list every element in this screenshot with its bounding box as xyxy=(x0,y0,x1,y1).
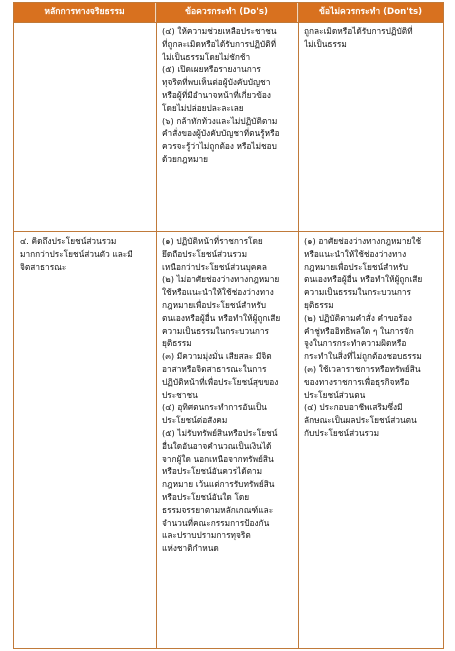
donts-text-line: (๓) ใช้เวลาราชการหรือทรัพย์สิน xyxy=(304,363,421,374)
dos-text-line: ควรจะรู้ว่าไม่ถูกต้อง หรือไม่ชอบ xyxy=(162,141,277,152)
dos-text-line: ยุติธรรม xyxy=(162,338,192,349)
row1-dos-cell xyxy=(162,25,296,166)
table-header xyxy=(14,3,443,22)
dos-text-line: แห่งชาติกำหนด xyxy=(162,543,219,554)
donts-text-line: (๑) อาศัยช่องว่างทางกฎหมายใช้ xyxy=(304,236,422,246)
dos-text-line: ยึดถือประโยชน์ส่วนรวม xyxy=(162,248,248,259)
row2-donts-cell xyxy=(304,235,441,440)
row-divider xyxy=(14,231,443,232)
dos-text-line: ประชาชน xyxy=(162,389,198,400)
ethics-table xyxy=(13,2,444,649)
donts-text-line: ประโยชน์ส่วนตน xyxy=(304,389,366,400)
dos-text-line: (๓) มีความมุ่งมั่น เสียสละ มีจิต xyxy=(162,351,272,362)
donts-text-line: (๒) ปฏิบัติตามคำสั่ง คำขอร้อง xyxy=(304,312,412,323)
dos-text-line: อาสาหรือจิตสาธารณะในการ xyxy=(162,363,267,374)
header-donts: ข้อไม่ควรกระทำ (Don'ts) xyxy=(319,7,422,17)
donts-text-line: ยุติธรรม xyxy=(304,299,334,310)
row2-dos-cell xyxy=(162,235,296,555)
dos-text-line: ที่ถูกละเมิดหรือได้รับการปฏิบัติที่ xyxy=(162,38,277,49)
dos-text-line: กฎหมาย เว้นแต่การรับทรัพย์สิน xyxy=(162,479,275,490)
donts-text-line: ไม่เป็นธรรม xyxy=(304,38,347,49)
donts-text-line: กระทำในสิ่งที่ไม่ถูกต้องชอบธรรม xyxy=(304,351,422,362)
donts-text-line: ความเป็นธรรมในกระบวนการ xyxy=(304,287,411,298)
column-divider-2 xyxy=(298,3,299,648)
dos-text-line: ไม่เป็นธรรมโดยไม่ชักช้า xyxy=(162,51,251,62)
dos-text-line: เหนือกว่าประโยชน์ส่วนบุคคล xyxy=(162,261,267,272)
dos-text-line: โดยไม่ปล่อยปละละเลย xyxy=(162,102,244,113)
donts-text-line: หรือแนะนำให้ใช้ช่องว่างทาง xyxy=(304,248,407,259)
header-divider xyxy=(14,22,443,23)
donts-text-line: ถูกละเมิดหรือได้รับการปฏิบัติที่ xyxy=(304,26,413,36)
dos-text-line: ทุจริตที่พบเห็นต่อผู้บังคับบัญชา xyxy=(162,77,271,88)
donts-text-line: กฎหมายเพื่อประโยชน์สำหรับ xyxy=(304,261,409,272)
dos-text-line: ธรรมจรรยาตามหลักเกณฑ์และ xyxy=(162,504,274,515)
dos-text-line: ด้วยกฎหมาย xyxy=(162,153,208,164)
dos-text-line: จำนวนที่คณะกรรมการป้องกัน xyxy=(162,517,270,528)
donts-text-line: (๔) ประกอบอาชีพเสริมซึ่งมี xyxy=(304,402,403,413)
dos-text-line: คำสั่งของผู้บังคับบัญชาที่ตนรู้หรือ xyxy=(162,128,280,139)
header-dos: ข้อควรกระทำ (Do's) xyxy=(156,3,298,22)
dos-text-line: (๔) อุทิศตนกระทำการอันเป็น xyxy=(162,402,267,413)
dos-text-line: (๑) ปฏิบัติหน้าที่ราชการโดย xyxy=(162,236,263,246)
header-principle: หลักการทางจริยธรรม xyxy=(14,3,156,22)
donts-text-line: ตนเองหรือผู้อื่น หรือทำให้ผู้ถูกเสีย xyxy=(304,274,423,285)
dos-text-line: (๔) ให้ความช่วยเหลือประชาชน xyxy=(162,26,277,36)
dos-text-line: (๖) กล้าทักท้วงและไม่ปฏิบัติตาม xyxy=(162,115,278,126)
dos-text-line: (๕) เปิดเผยหรือรายงานการ xyxy=(162,64,261,75)
dos-text-line: หรือผู้ที่มีอำนาจหน้าที่เกี่ยวข้อง xyxy=(162,89,271,100)
dos-text-line: (๕) ไม่รับทรัพย์สินหรือประโยชน์ xyxy=(162,427,278,438)
dos-text-line: (๒) ไม่อาศัยช่องว่างทางกฎหมาย xyxy=(162,274,280,285)
row2-principle-cell xyxy=(20,235,153,273)
dos-text-line: ความเป็นธรรมในกระบวนการ xyxy=(162,325,269,336)
principle-text-line: ๔. คิดถึงประโยชน์ส่วนรวม xyxy=(20,236,117,246)
dos-text-line: และปราบปรามการทุจริต xyxy=(162,530,251,541)
dos-text-line: อื่นใดอันอาจคำนวณเป็นเงินได้ xyxy=(162,440,272,451)
donts-text-line: จูงในการกระทำความผิดหรือ xyxy=(304,338,407,349)
row1-donts-cell xyxy=(304,25,441,51)
principle-text-line: มากกว่าประโยชน์ส่วนตัว และมี xyxy=(20,248,133,259)
donts-text-line: กับประโยชน์ส่วนรวม xyxy=(304,427,380,438)
principle-text-line: จิตสาธารณะ xyxy=(20,261,67,272)
dos-text-line: ปฏิบัติหน้าที่เพื่อประโยชน์สุขของ xyxy=(162,376,279,387)
donts-text-line: ลักษณะเป็นผลประโยชน์ส่วนตน xyxy=(304,415,417,426)
donts-text-line: คำชู่หรืออิทธิพลใด ๆ ในการจัก xyxy=(304,325,414,336)
dos-text-line: จากผู้ใด นอกเหนือจากทรัพย์สิน xyxy=(162,453,274,464)
dos-text-line: กฎหมายเพื่อประโยชน์สำหรับ xyxy=(162,299,267,310)
dos-text-line: ใช้หรือแนะนำให้ใช้ช่องว่างทาง xyxy=(162,287,274,298)
dos-text-line: หรือประโยชน์อันใด โดย xyxy=(162,491,250,502)
dos-text-line: ประโยชน์ต่อสังคม xyxy=(162,415,228,426)
donts-text-line: ของทางราชการเพื่อธุรกิจหรือ xyxy=(304,376,410,387)
dos-text-line: หรือประโยชน์อันควรได้ตาม xyxy=(162,466,263,477)
dos-text-line: ตนเองหรือผู้อื่น หรือทำให้ผู้ถูกเสีย xyxy=(162,312,281,323)
column-divider-1 xyxy=(156,3,157,648)
